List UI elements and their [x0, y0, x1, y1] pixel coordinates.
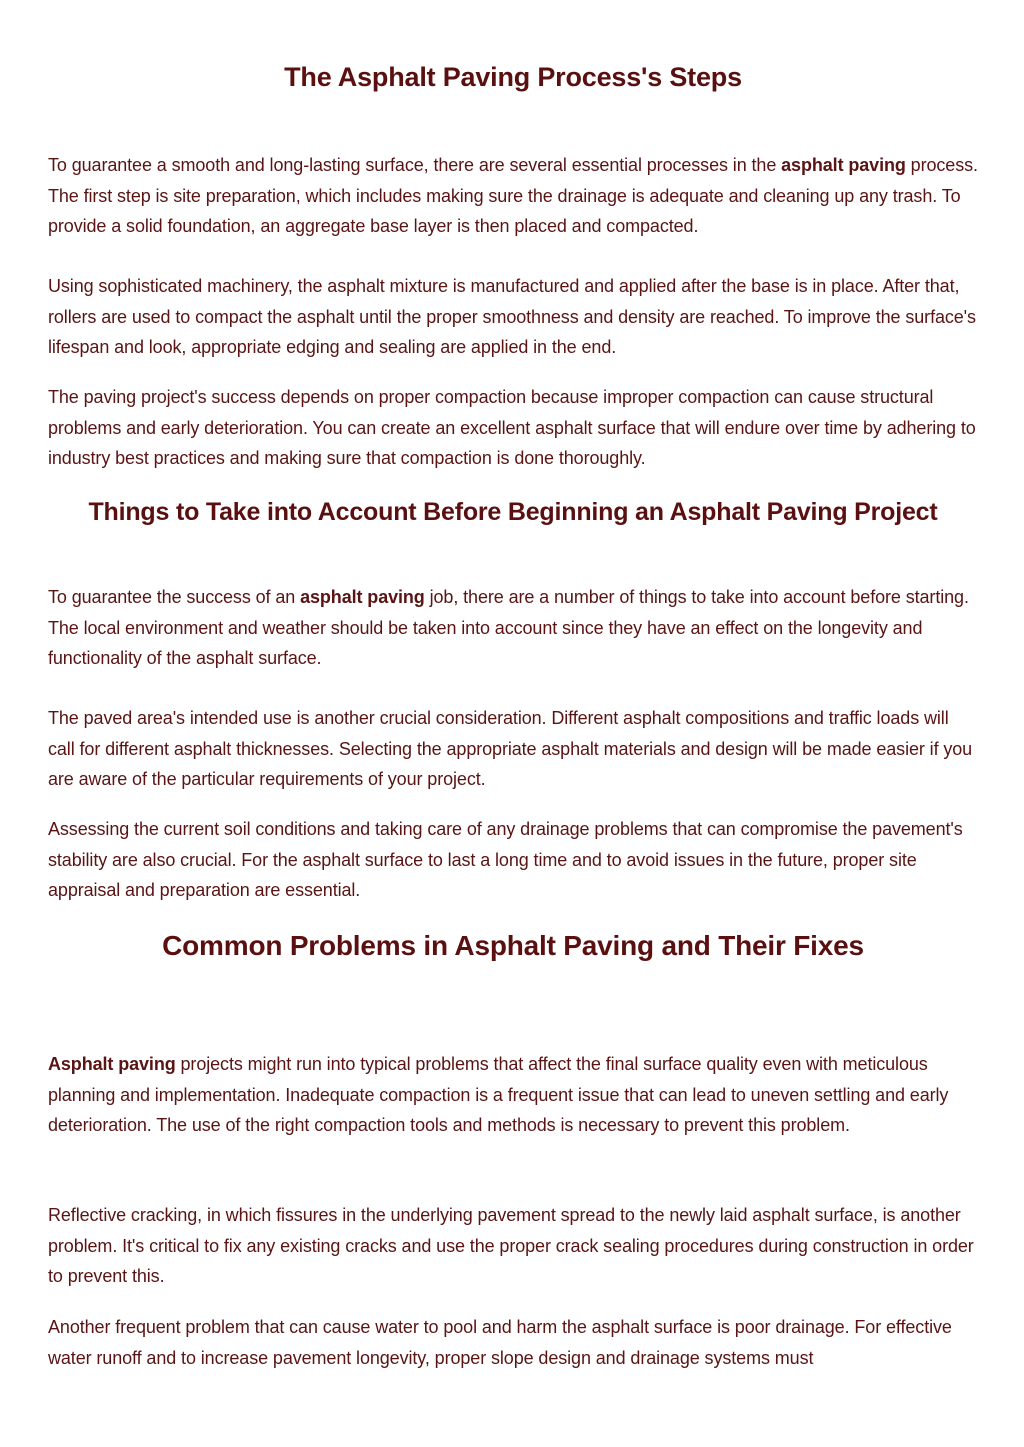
paragraph: The paved area's intended use is another crucial consideration. Different asphalt compositions and traffic loads will call for different asphalt thicknesses. Selecting the appropriate asphalt materials and design will be made easier if you are aware of the particular requirements of your project.: [48, 708, 973, 789]
paragraph: Using sophisticated machinery, the asphalt mixture is manufactured and applied after the base is in place. After that, rollers are used to compact the asphalt until the proper smoothness and density are reached. To improve the surface's lifespan and look, appropriate edging and sealing are applied in the end.: [48, 276, 976, 357]
paragraph: Assessing the current soil conditions and taking care of any drainage problems that can compromise the pavement's stability are also crucial. For the asphalt surface to last a long time and to avoid issues in the future, proper site appraisal and preparation are essential.: [48, 819, 963, 900]
section-heading: Things to Take into Account Before Beginning an Asphalt Paving Project: [88, 498, 938, 526]
paragraph-text: job, there are a number of things to take into account before starting. The local environment and weather should be taken into account since they have an effect on the longevity and functionality of the asphalt surface.: [48, 587, 969, 668]
section-heading: Common Problems in Asphalt Paving and Their Fixes: [162, 930, 864, 961]
paragraph: The paving project's success depends on proper compaction because improper compaction can cause structural problems and early deterioration. You can create an excellent asphalt surface that will endure over time by adhering to industry best practices and making sure that compaction is done thoroughly.: [48, 387, 976, 468]
keyword-link[interactable]: asphalt paving: [781, 155, 906, 175]
paragraph: [48, 1049, 978, 1141]
paragraph-text: projects might run into typical problems that affect the final surface quality even with meticulous planning and implementation. Inadequate compaction is a frequent issue that can lead to uneven settling and early deterioration. The use of the right compaction tools and methods is necessary to prevent this problem.: [48, 1054, 949, 1135]
paragraph-text: To guarantee a smooth and long-lasting surface, there are several essential processes in the: [48, 155, 782, 175]
section-heading: The Asphalt Paving Process's Steps: [284, 62, 742, 92]
paragraph: [48, 582, 978, 674]
keyword-link[interactable]: asphalt paving: [300, 587, 425, 607]
paragraph: [48, 150, 978, 242]
paragraph-text: To guarantee the success of an: [48, 587, 301, 607]
keyword-link[interactable]: Asphalt paving: [48, 1054, 176, 1074]
paragraph-text: process. The first step is site preparation, which includes making sure the drainage is adequate and cleaning up any trash. To provide a solid foundation, an aggregate base layer is then placed and compacted.: [48, 155, 978, 236]
paragraph: Reflective cracking, in which fissures in the underlying pavement spread to the newly laid asphalt surface, is another problem. It's critical to fix any existing cracks and use the proper crack sealing procedures during construction in order to prevent this.: [48, 1205, 974, 1286]
paragraph: Another frequent problem that can cause water to pool and harm the asphalt surface is poor drainage. For effective water runoff and to increase pavement longevity, proper slope design and drainage systems must: [48, 1317, 952, 1368]
